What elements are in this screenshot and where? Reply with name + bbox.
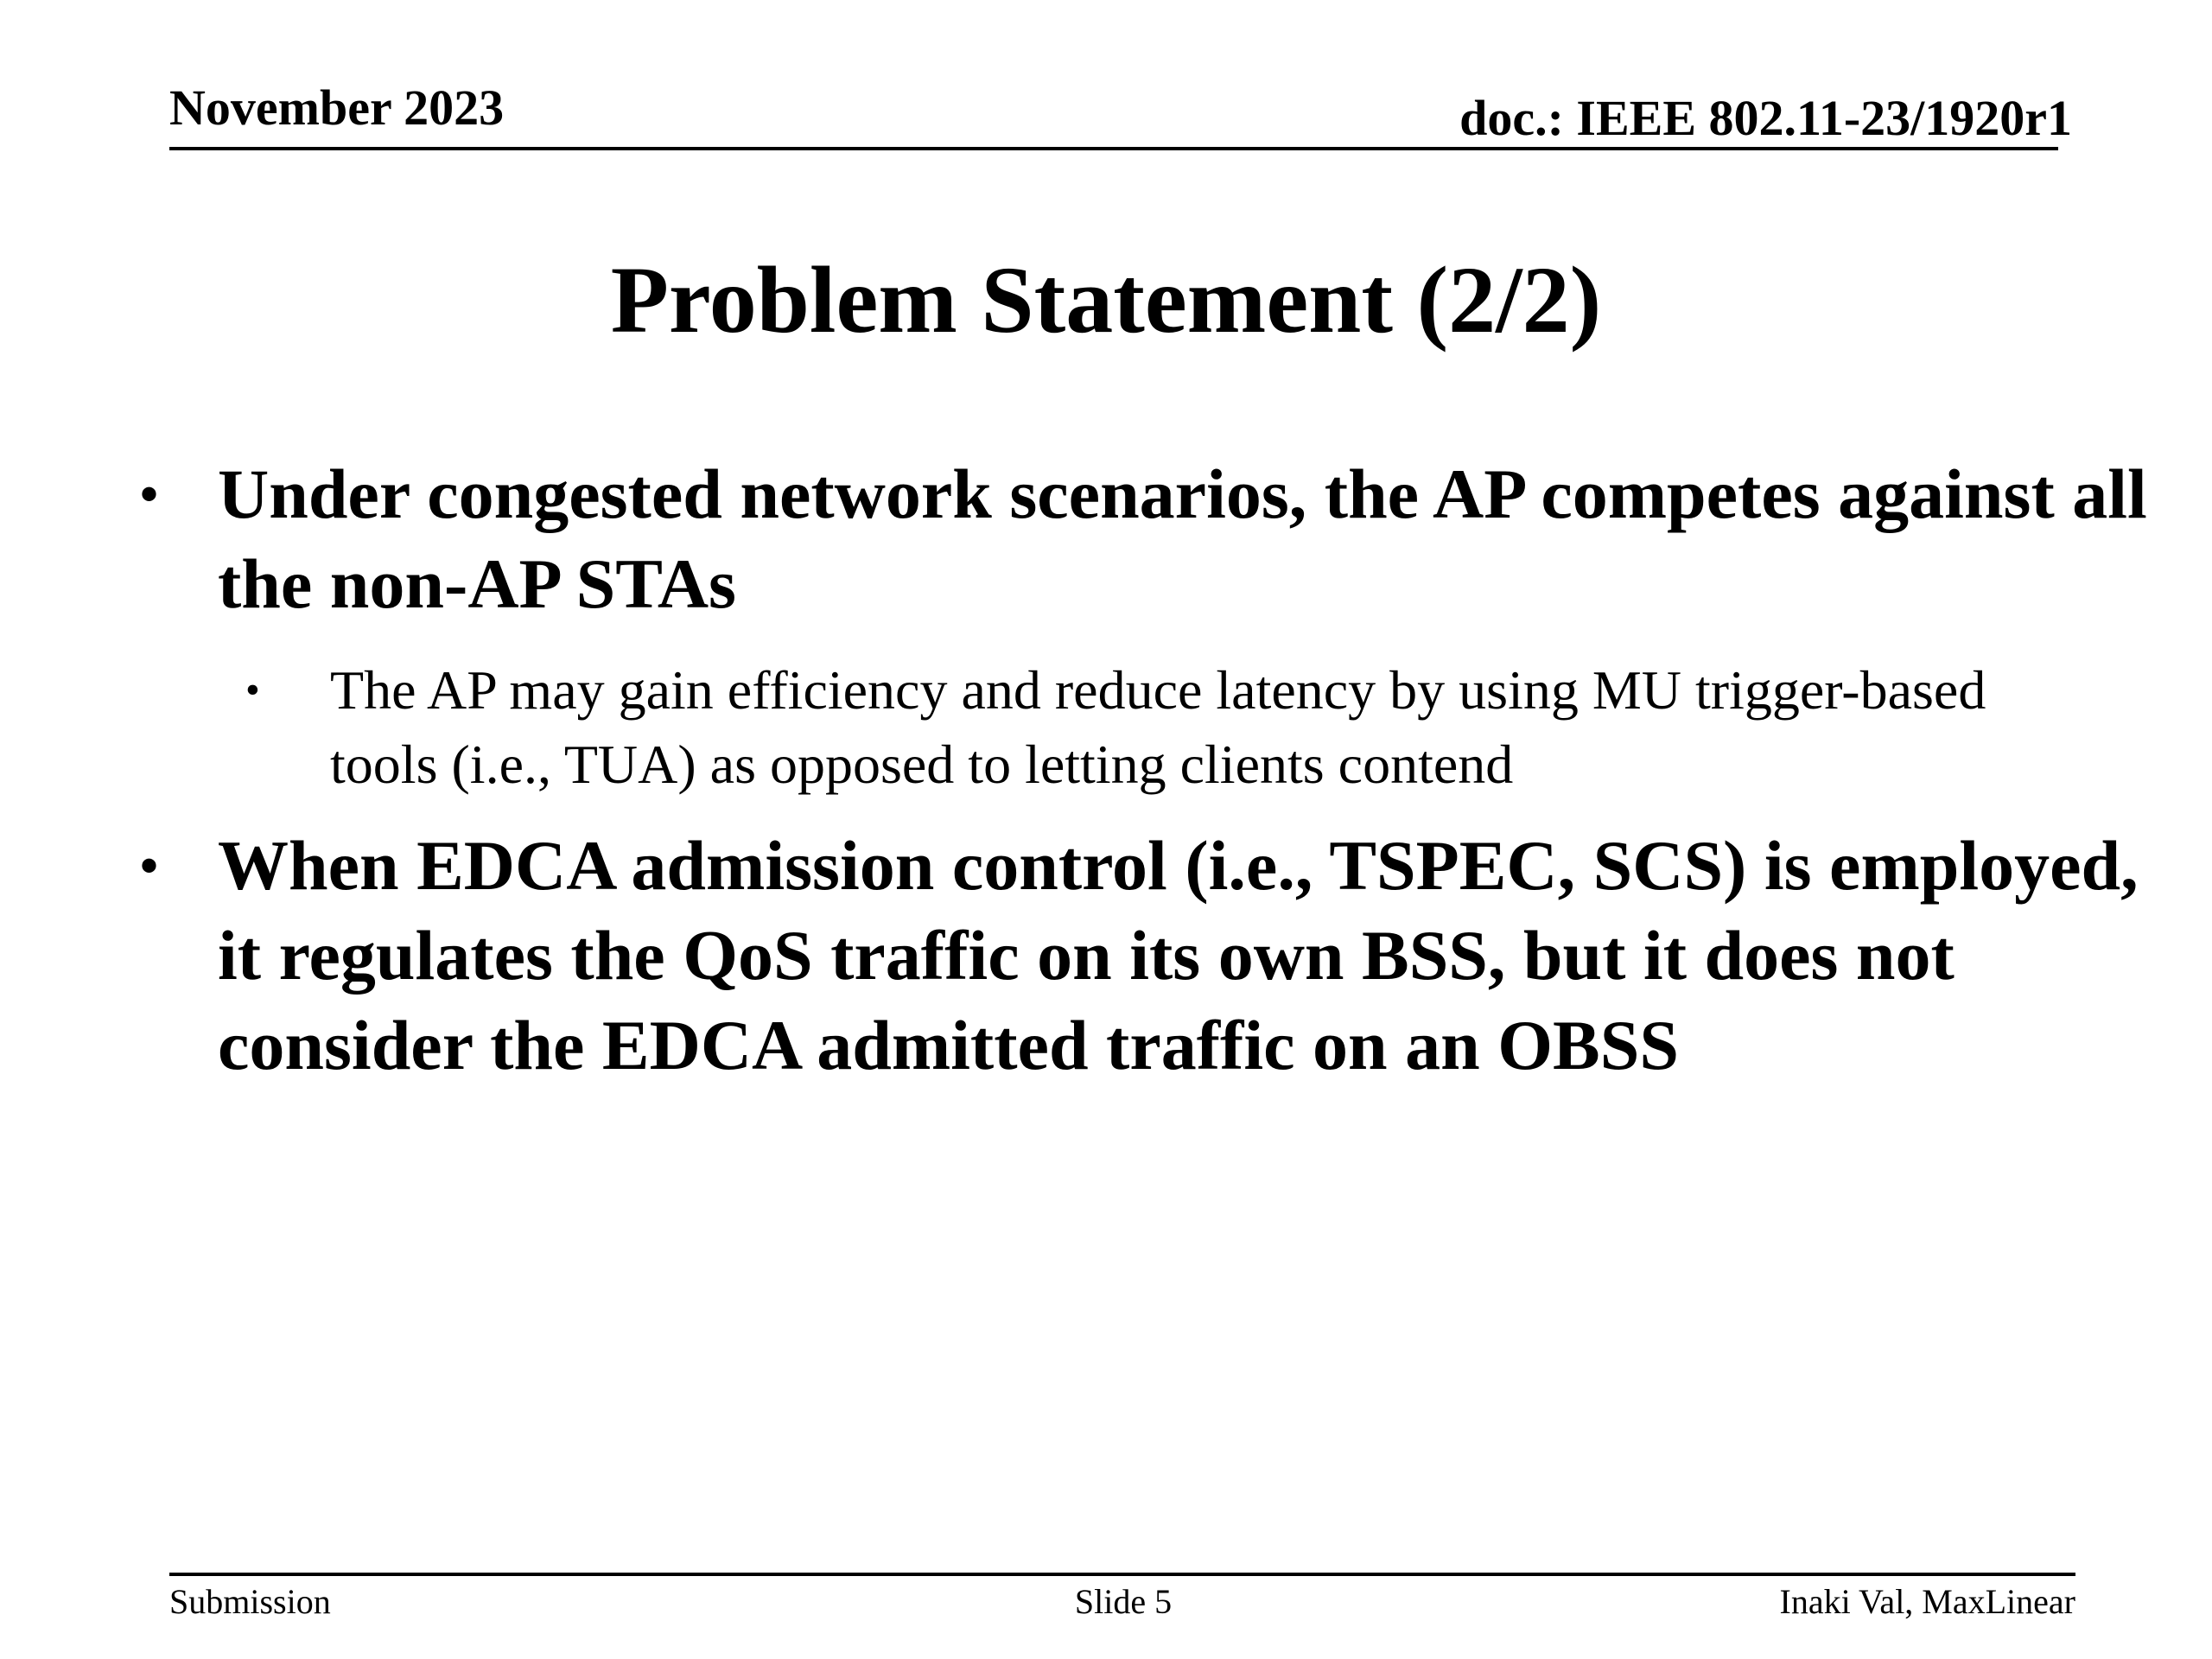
footer-author: Inaki Val, MaxLinear — [1779, 1582, 2075, 1621]
bullet-2 — [140, 821, 2162, 1090]
slide-title: Problem Statement (2/2) — [610, 247, 1602, 353]
footer-submission: Submission — [169, 1582, 331, 1621]
header-date: November 2023 — [169, 79, 505, 136]
footer-divider — [169, 1573, 2075, 1576]
sub-bullet-marker: • — [245, 667, 260, 713]
sub-bullet-1-text: The AP may gain efficiency and reduce latency by using MU trigger-based tools (i.e., TUA) as opposed to letting clients contend — [330, 659, 1986, 795]
bullet-2-text: When EDCA admission control (i.e., TSPEC, SCS) is employed, it regulates the QoS traffic on its own BSS, but it does not consider the EDCA admitted traffic on an OBSS — [218, 826, 2139, 1084]
footer-slide-number: Slide 5 — [1074, 1582, 1173, 1621]
sub-bullet-1 — [245, 653, 2075, 802]
bullet-1-text: Under congested network scenarios, the AP competes against all the non-AP STAs — [218, 454, 2147, 623]
bullet-1 — [140, 449, 2162, 629]
header-doc-id: doc.: IEEE 802.11-23/1920r1 — [1459, 90, 2072, 146]
bullet-marker: • — [140, 837, 159, 894]
bullet-marker: • — [140, 466, 159, 523]
